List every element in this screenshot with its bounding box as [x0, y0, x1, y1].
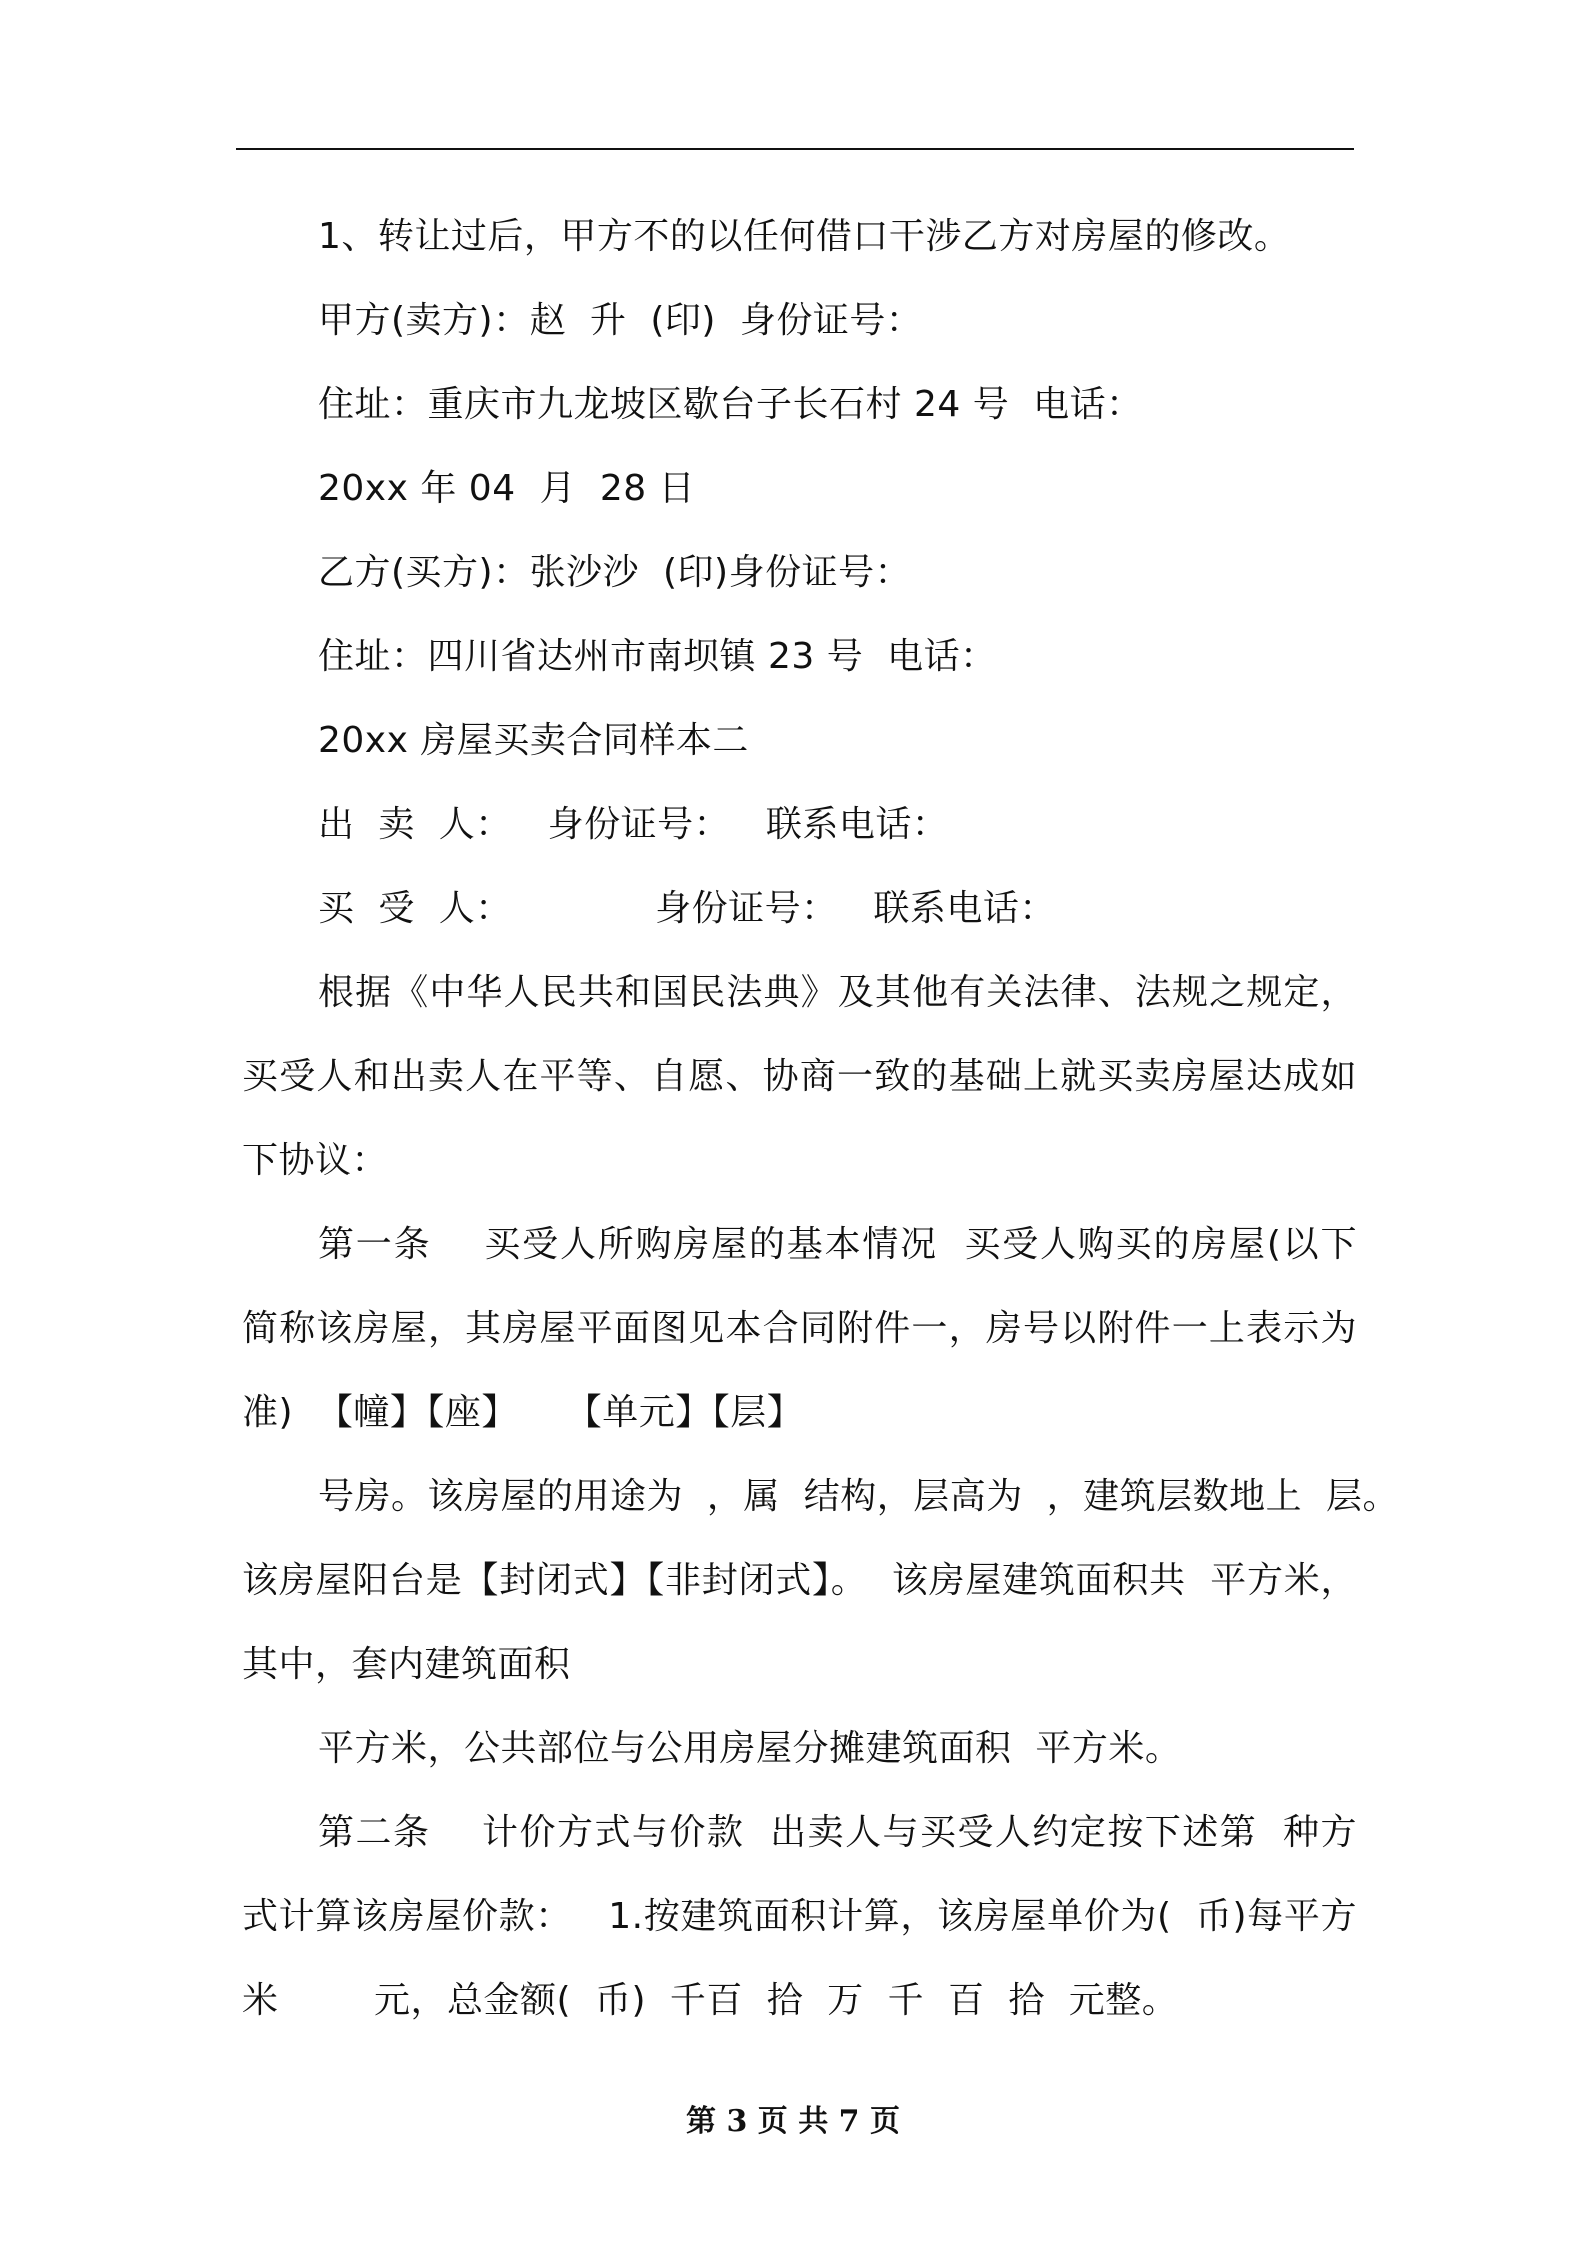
party-b-buyer-line: 乙方(买方)：张沙沙 (印)身份证号： [318, 552, 912, 593]
preamble-line-2: 买受人和出卖人在平等、自愿、协商一致的基础上就买卖房屋达成如 [242, 1056, 1357, 1097]
article-one-line-7: 平方米，公共部位与公用房屋分摊建筑面积 平方米。 [318, 1728, 1182, 1769]
article-one-line-4: 号房。该房屋的用途为 ，属 结构，层高为 ，建筑层数地上 层。 [318, 1476, 1400, 1517]
article-two-line-3: 米 元，总金额( 币) 千百 拾 万 千 百 拾 元整。 [242, 1980, 1179, 2021]
clause-transfer-no-interference: 1、转让过后，甲方不的以任何借口干涉乙方对房屋的修改。 [318, 216, 1291, 257]
party-a-seller-line: 甲方(卖方)：赵 升 (印) 身份证号： [318, 300, 923, 341]
party-b-address-line: 住址：四川省达州市南坝镇 23 号 电话： [318, 636, 997, 677]
article-one-line-1: 第一条 买受人所购房屋的基本情况 买受人购买的房屋(以下 [318, 1224, 1357, 1265]
sample-two-heading: 20xx 房屋买卖合同样本二 [318, 720, 749, 761]
page-number-footer: 第 3 页 共 7 页 [686, 2104, 900, 2139]
article-two-line-2: 式计算该房屋价款： 1.按建筑面积计算，该房屋单价为( 币)每平方 [242, 1896, 1357, 1937]
article-one-line-3: 准) 【幢】【座】 【单元】【层】 [242, 1392, 804, 1433]
article-one-line-6: 其中，套内建筑面积 [242, 1644, 571, 1685]
article-two-line-1: 第二条 计价方式与价款 出卖人与买受人约定按下述第 种方 [318, 1812, 1357, 1853]
preamble-line-3: 下协议： [242, 1140, 389, 1181]
buyer-info-line: 买 受 人： 身份证号： 联系电话： [318, 888, 1056, 929]
header-divider [236, 148, 1354, 150]
document-body [242, 195, 1400, 2043]
preamble-line-1: 根据《中华人民共和国民法典》及其他有关法律、法规之规定， [318, 972, 1357, 1013]
party-a-address-line: 住址：重庆市九龙坡区歇台子长石村 24 号 电话： [318, 384, 1143, 425]
seller-info-line: 出 卖 人： 身份证号： 联系电话： [318, 804, 949, 845]
article-one-line-2: 简称该房屋，其房屋平面图见本合同附件一，房号以附件一上表示为 [242, 1308, 1357, 1349]
article-one-line-5: 该房屋阳台是【封闭式】【非封闭式】。 该房屋建筑面积共 平方米， [242, 1560, 1357, 1601]
party-a-date-line: 20xx 年 04 月 28 日 [318, 468, 696, 509]
